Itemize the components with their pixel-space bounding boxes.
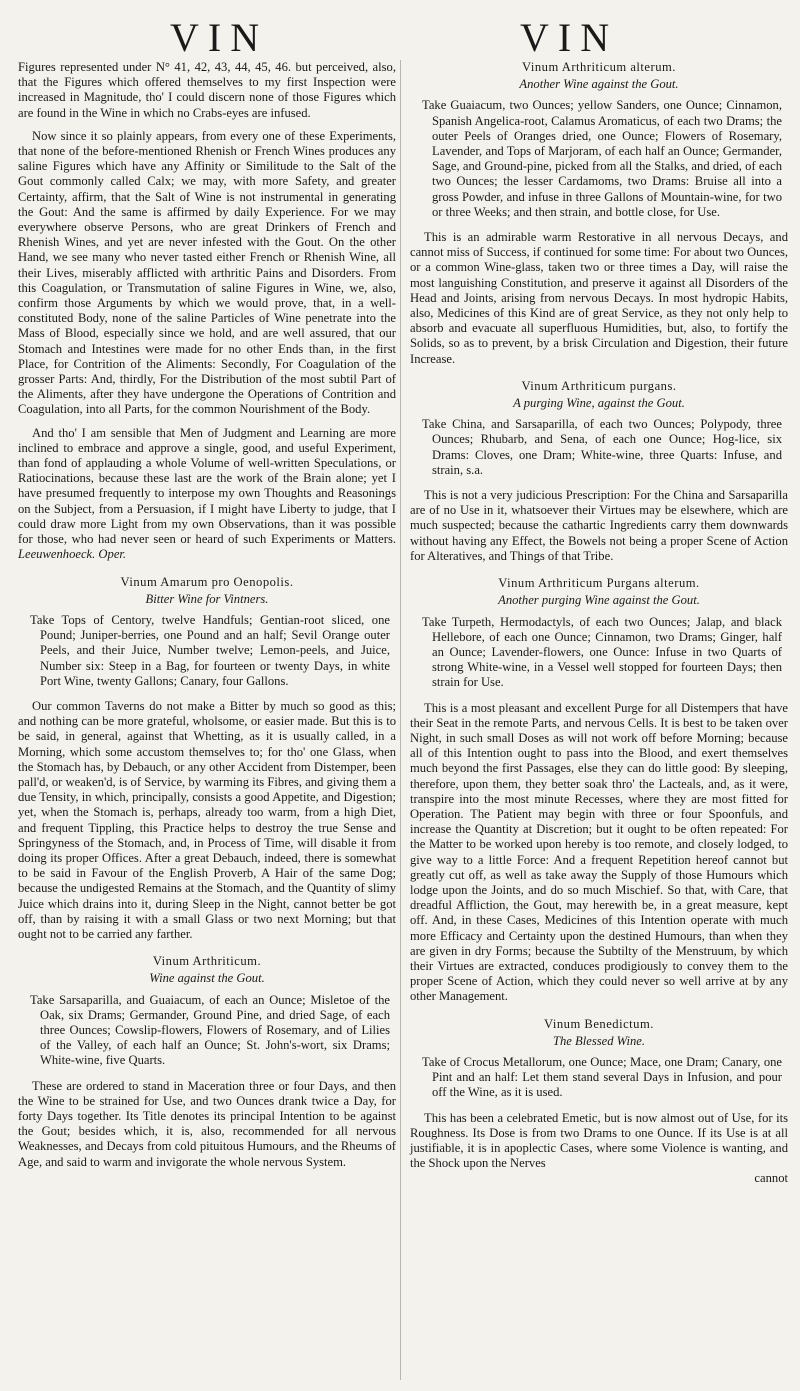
recipe-title: Vinum Amarum pro Oenopolis. bbox=[120, 574, 294, 589]
paragraph bbox=[18, 426, 396, 563]
paragraph: This is an admirable warm Restorative in all nervous Decays, and cannot miss of Success, if continued for some time: For about two Ounces, or a common Wine-glass, taken two or three times a Day, will raise the most languishing Constitution, and preserve it against all Disorders of the Head and Joints, arising from nervous Decays. In most hydropic Habits, also, Medicines of this Kind are of great Service, as they not only help to absorb and evacuate all superfluous Humidities, but, also, to fortify the Solids, so as to prevent, by a brisk Circulation and Digestion, their future Increase. bbox=[410, 230, 788, 366]
citation: Leeuwenhoeck. Oper. bbox=[18, 547, 127, 562]
recipe-title: Vinum Arthriticum. bbox=[152, 954, 262, 969]
recipe-subtitle: Another Wine against the Gout. bbox=[519, 77, 679, 92]
recipe-subtitle: Bitter Wine for Vintners. bbox=[145, 591, 269, 606]
catchword: cannot bbox=[754, 1171, 788, 1186]
recipe-text: Take Guaiacum, two Ounces; yellow Sanders, one Ounce; Cinnamon, Spanish Angelica-root, Calamus Aromaticus, of each two Drams; the outer Peels of Oranges dried, one Ounce; Flowers of Rosemary, Lavender, and Tops of Marjoram, of each half an Ounce; Germander, Sage, and Ground-pine, picked from all the Stalks, and dried, of each two Ounces; the lesser Cardamoms, two Drams: Bruise all into a gross Powder, and infuse in three Gallons of Mountain-wine, for two or three Weeks; and then strain, and bottle close, for Use. bbox=[422, 98, 782, 219]
running-head-left: VIN bbox=[170, 15, 269, 60]
recipe-text: Take Tops of Centory, twelve Handfuls; Gentian-root sliced, one Pound; Juniper-berries, one Pound and an half; Sevil Orange outer Peels, and their Juice, Number twelve; Lemon-peels, and Juice, Number six: Steep in a Bag, for fourteen or twenty Days, in white Port Wine, twenty Gallons; Canary, four Gallons. bbox=[30, 612, 390, 688]
recipe-text: Take Turpeth, Hermodactyls, of each two Ounces; Jalap, and black Hellebore, of each one Ounce; Cinnamon, two Drams; Ginger, half an Ounce; Lavender-flowers, one Ounce: Infuse in two Quarts of strong White-wine, in a Vessel well stopped for fourteen Days; then strain for Use. bbox=[422, 614, 782, 690]
recipe-subtitle: Wine against the Gout. bbox=[149, 971, 265, 986]
recipe-title: Vinum Arthriticum Purgans alterum. bbox=[498, 576, 700, 591]
left-column bbox=[18, 60, 396, 1178]
recipe-text: Take Sarsaparilla, and Guaiacum, of each an Ounce; Misletoe of the Oak, six Drams; Germander, Ground Pine, and dried Sage, of each three Ounces; Cowslip-flowers, Flowers of Rosemary, and of Lilies of the Valley, of each half an Ounce; St. John's-wort, six Drams; White-wine, five Quarts. bbox=[30, 992, 390, 1068]
recipe-subtitle: The Blessed Wine. bbox=[553, 1033, 645, 1048]
paragraph: Figures represented under N° 41, 42, 43, 44, 45, 46. but perceived, also, that the Figures which offered themselves to my first Inspection were increased in Magnitude, tho' I could discern none of those Figures which are found in the Wine in which no Crabs-eyes are infused. bbox=[18, 60, 396, 120]
recipe-text: Take of Crocus Metallorum, one Ounce; Mace, one Dram; Canary, one Pint and an half: Let them stand several Days in Infusion, and pour off the Wine, as it is used. bbox=[422, 1054, 782, 1100]
paragraph: These are ordered to stand in Maceration three or four Days, and then the Wine to be strained for Use, and two Ounces drank twice a Day, for forty Days together. Its Title denotes its principal Intention to be against the Gout; besides which, it is, also, recommended for all nervous Weaknesses, and Decays from cold pituitous Humours, and the Rheums of Age, and said to warm and invigorate the whole nervous System. bbox=[18, 1078, 396, 1169]
page-header bbox=[0, 14, 800, 62]
recipe-title: Vinum Arthriticum alterum. bbox=[522, 60, 676, 74]
recipe-title: Vinum Benedictum. bbox=[544, 1016, 654, 1031]
paragraph-text: And tho' I am sensible that Men of Judgment and Learning are more inclined to embrace and approve a single, good, and useful Experiment, than fond of applauding a whole Volume of well-written Speculations, or Ratiocinations, because these last are the work of the Brain alone; yet I have presumed frequently to interpose my own Thoughts and Reasonings on the Subject, from a Persuasion, if I might have Liberty to judge, that I could draw more Light from my own Observations, than it was possible for those, who had never seen or heard of such Experiments or Matters. bbox=[18, 425, 396, 547]
running-head-right: VIN bbox=[520, 15, 619, 60]
paragraph: Now since it so plainly appears, from every one of these Experiments, that none of the before-mentioned Rhenish or French Wines produces any saline Figures which have any Affinity or Similitude to the Salt of the Gout commonly called Calx; we may, with more Safety, and greater Certainty, affirm, that the Salt of Wine is not instrumental in generating the Gout: And the same is affirmed by daily Experience. For we may everywhere observe Persons, who are great Drinkers of French and Rhenish Wines, and yet are never infested with the Gout. On the other Hand, we see many who never tasted either French or Rhenish Wine, all their Lives, miserably afflicted with arthritic Pains and Disorders. From this Coagulation, or Transmutation of saline Figures in Wine, we, also, confirm those Arguments by which we would prove, that, in a well-constituted Body, none of the saline Particles of Wine penetrate into the Mass of Blood, especially since we hold, and are well assured, that our Stomach and Intestines were made for no other Ends than, in the first Place, for Contrition of the Aliments: Secondly, For Coagulation of the grosser Parts: And, thirdly, For the Distribution of the most subtil Part of the Aliments, after they have undergone the Operations of Contrition and Coagulation, into all Parts, for the common Nourishment of the Body. bbox=[18, 128, 396, 417]
recipe-text: Take China, and Sarsaparilla, of each two Ounces; Polypody, three Ounces; Rhubarb, and Sena, of each one Ounce; Hog-lice, six Drams: Cloves, one Dram; White-wine, three Quarts: Infuse, and strain, s.a. bbox=[422, 417, 782, 477]
paragraph: This is not a very judicious Prescription: For the China and Sarsaparilla are of no Use in it, whatsoever their Virtues may be elsewhere, which are much suspected; because the cathartic Ingredients carry them downwards without having any Effect, the Bowels not being a proper Scene of Action for Alteratives, and Things of that Tribe. bbox=[410, 488, 788, 563]
paragraph: This has been a celebrated Emetic, but is now almost out of Use, for its Roughness. Its Dose is from two Drams to one Ounce. If its Use is at all justifiable, it is in apoplectic Cases, where some Violence is wanting, and the Shock upon the Nerves bbox=[410, 1110, 788, 1171]
paragraph: Our common Taverns do not make a Bitter by much so good as this; and nothing can be more grateful, wholsome, or easier made. But this is to be said, in general, against that Whetting, as it is usually called, in a Morning, which some accustom themselves to; for tho' one Glass, when the Stomach has, by Debauch, or any other Accident from Distemper, been pall'd, or weaken'd, is of Service, by warming its Fibres, and giving them a due Tensity, in which, principally, consists a good Appetite, and Digestion; yet, when the Stomach is, perhaps, already too warm, from a high Diet, and frequent Tippling, this Practice helps to destroy the true Sense and Springyness of the Stomach, and, in Process of Time, will disable it from doing its proper Offices. After a great Debauch, indeed, there is somewhat to be said in Favour of the English Proverb, A Hair of the same Dog; because the undigested Remains at the Stomach, and the Quantity of slimy Juice which drains into it, during Sleep in the Night, cannot better be got off, than by raising it with a small Glass or two next Morning; but that ought not to be carried any farther. bbox=[18, 698, 396, 941]
right-column bbox=[410, 60, 788, 1187]
recipe-title: Vinum Arthriticum purgans. bbox=[521, 378, 677, 393]
recipe-subtitle: Another purging Wine against the Gout. bbox=[498, 593, 700, 608]
paragraph: This is a most pleasant and excellent Purge for all Distempers that have their Seat in the remote Parts, and nervous Cells. It is best to be taken over Night, in such small Doses as will not work off before Morning; because all of this Intention ought to pass into the Blood, and exert themselves much beyond the first Passages, else they can do little good: By sleeping, therefore, upon them, they better soak thro' the Lacteals, and, as it were, transpire into the most minute Recesses, where they are most fitted for Operation. The Patient may begin with three or four Spoonfuls, and increase the Quantity at Discretion; but it ought to be often repeated: For the Matter to be worked upon hereby is too remote, and closely lodged, to give way to a little Force: And a frequent Repetition hereof cannot but greatly cut off, as well as take away the Supply of those Humours which lodge upon the Joints, and do so much Mischief. So that, with Care, that dreadful Affliction, the Gout, may herewith be, in a great measure, kept off. And, in these Cases, Medicines of this Intention operate with much more Efficacy and Certainty upon the destined Humours, than when they are given in dry Forms; because the Subtilty of the Menstruum, by which their Virtues are extracted, conduces prodigiously to convey them to the proper Scene of Action, which they could never so well arrive at by any other Management. bbox=[410, 700, 788, 1004]
column-divider bbox=[400, 60, 401, 1380]
recipe-subtitle: A purging Wine, against the Gout. bbox=[513, 396, 685, 411]
